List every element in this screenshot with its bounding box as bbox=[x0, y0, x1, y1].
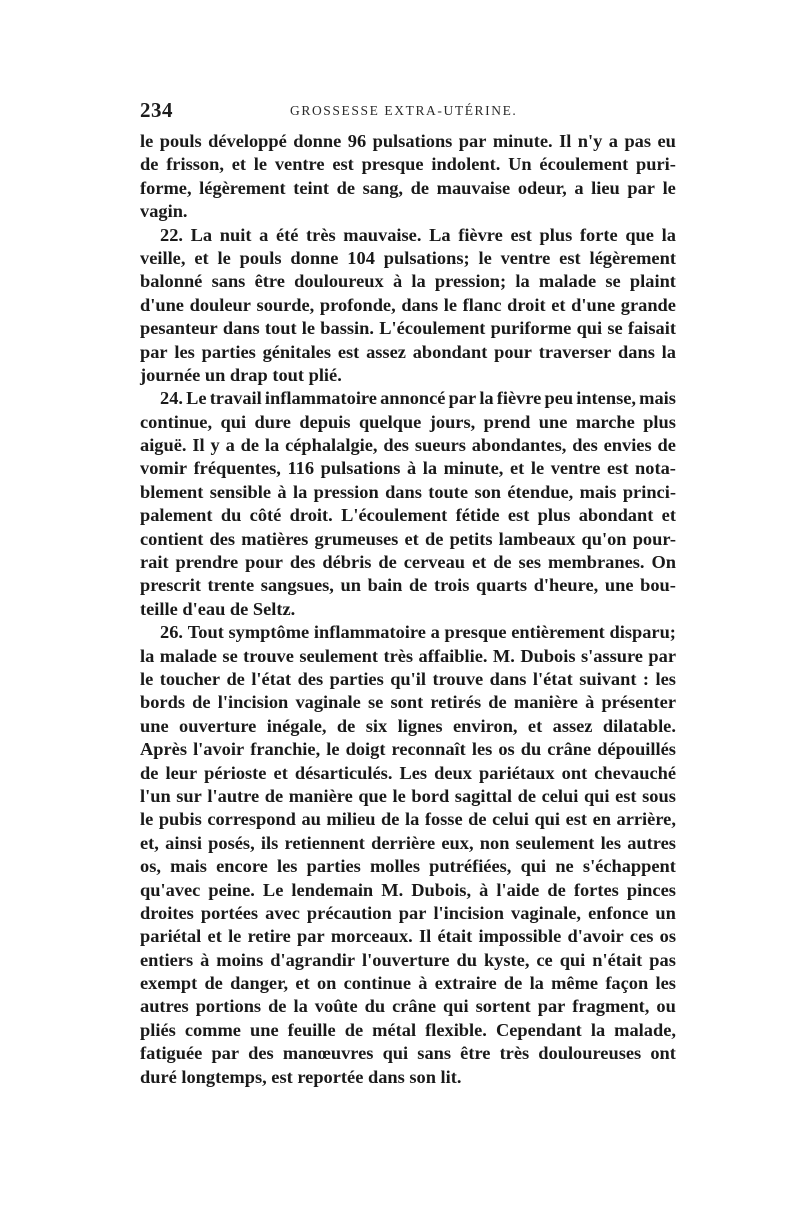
text-line: d'une douleur sourde, profonde, dans le flanc droit et d'une grande bbox=[140, 294, 676, 315]
running-head bbox=[140, 98, 676, 122]
text-line: rait prendre pour des débris de cerveau et de ses membranes. On bbox=[140, 552, 676, 573]
text-line: aiguë. Il y a de la céphalalgie, des sueurs abondantes, des envies de bbox=[140, 435, 676, 456]
text-line: forme, légèrement teint de sang, de mauvaise odeur, a lieu par le bbox=[140, 177, 676, 198]
text-line: entiers à moins d'agrandir l'ouverture du kyste, ce qui n'était pas bbox=[140, 949, 676, 970]
text-line: duré longtemps, est reportée dans son lit. bbox=[140, 1066, 462, 1087]
text-line: fatiguée par des manœuvres qui sans être très douloureuses ont bbox=[140, 1043, 676, 1064]
text-line: contient des matières grumeuses et de petits lambeaux qu'on pour- bbox=[140, 528, 676, 549]
text-line: le pouls développé donne 96 pulsations par minute. Il n'y a pas eu bbox=[140, 131, 676, 151]
text-line: teille d'eau de Seltz. bbox=[140, 598, 296, 619]
text-line: pariétal et le retire par morceaux. Il était impossible d'avoir ces os bbox=[140, 926, 676, 947]
text-line: droites portées avec précaution par l'incision vaginale, enfonce un bbox=[140, 902, 676, 923]
text-line: 24. Le travail inflammatoire annoncé par la fièvre peu intense, mais bbox=[160, 388, 676, 409]
text-line: 22. La nuit a été très mauvaise. La fièvre est plus forte que la bbox=[160, 224, 676, 245]
text-line: de frisson, et le ventre est presque indolent. Un écoulement puri- bbox=[140, 154, 676, 175]
text-line: et, ainsi posés, ils retiennent derrière eux, non seulement les autres bbox=[140, 832, 676, 853]
text-line: le pubis correspond au milieu de la fosse de celui qui est en arrière, bbox=[140, 809, 676, 830]
text-line: le toucher de l'état des parties qu'il trouve dans l'état suivant : les bbox=[140, 668, 676, 689]
text-line: l'un sur l'autre de manière que le bord sagittal de celui qui est sous bbox=[140, 785, 676, 806]
text-line: 26. Tout symptôme inflammatoire a presque entièrement disparu; bbox=[160, 622, 676, 643]
text-line: veille, et le pouls donne 104 pulsations; le ventre est légèrement bbox=[140, 247, 676, 268]
body-text bbox=[140, 130, 676, 1089]
text-line: balonné sans être douloureux à la pression; la malade se plaint bbox=[140, 271, 676, 292]
text-line: pliés comme une feuille de métal flexible. Cependant la malade, bbox=[140, 1019, 676, 1040]
text-line: la malade se trouve seulement très affaiblie. M. Dubois s'assure par bbox=[140, 645, 676, 666]
running-title: GROSSESSE EXTRA-UTÉRINE. bbox=[290, 103, 518, 118]
text-line: palement du côté droit. L'écoulement fétide est plus abondant et bbox=[140, 505, 676, 526]
page-number: 234 bbox=[140, 98, 173, 122]
text-line: autres portions de la voûte du crâne qui sortent par fragment, ou bbox=[140, 996, 676, 1017]
text-line: pesanteur dans tout le bassin. L'écoulement puriforme qui se faisait bbox=[140, 318, 676, 339]
text-line: exempt de danger, et on continue à extraire de la même façon les bbox=[140, 973, 676, 994]
text-line: continue, qui dure depuis quelque jours, prend une marche plus bbox=[140, 411, 676, 432]
text-line: journée un drap tout plié. bbox=[140, 364, 342, 385]
text-line: une ouverture inégale, de six lignes environ, et assez dilatable. bbox=[140, 715, 676, 736]
text-line: de leur périoste et désarticulés. Les deux pariétaux ont chevauché bbox=[140, 762, 676, 783]
text-line: qu'avec peine. Le lendemain M. Dubois, à l'aide de fortes pinces bbox=[140, 879, 676, 900]
text-line: prescrit trente sangsues, un bain de trois quarts d'heure, une bou- bbox=[140, 575, 676, 596]
text-line: Après l'avoir franchie, le doigt reconnaît les os du crâne dépouillés bbox=[140, 739, 676, 760]
text-line: par les parties génitales est assez abondant pour traverser dans la bbox=[140, 341, 676, 362]
text-line: vomir fréquentes, 116 pulsations à la minute, et le ventre est nota- bbox=[140, 458, 676, 479]
text-line: blement sensible à la pression dans toute son étendue, mais princi- bbox=[140, 481, 676, 502]
text-line: vagin. bbox=[140, 201, 188, 222]
text-line: bords de l'incision vaginale se sont retirés de manière à présenter bbox=[140, 692, 676, 713]
text-line: os, mais encore les parties molles putréfiées, qui ne s'échappent bbox=[140, 856, 676, 877]
